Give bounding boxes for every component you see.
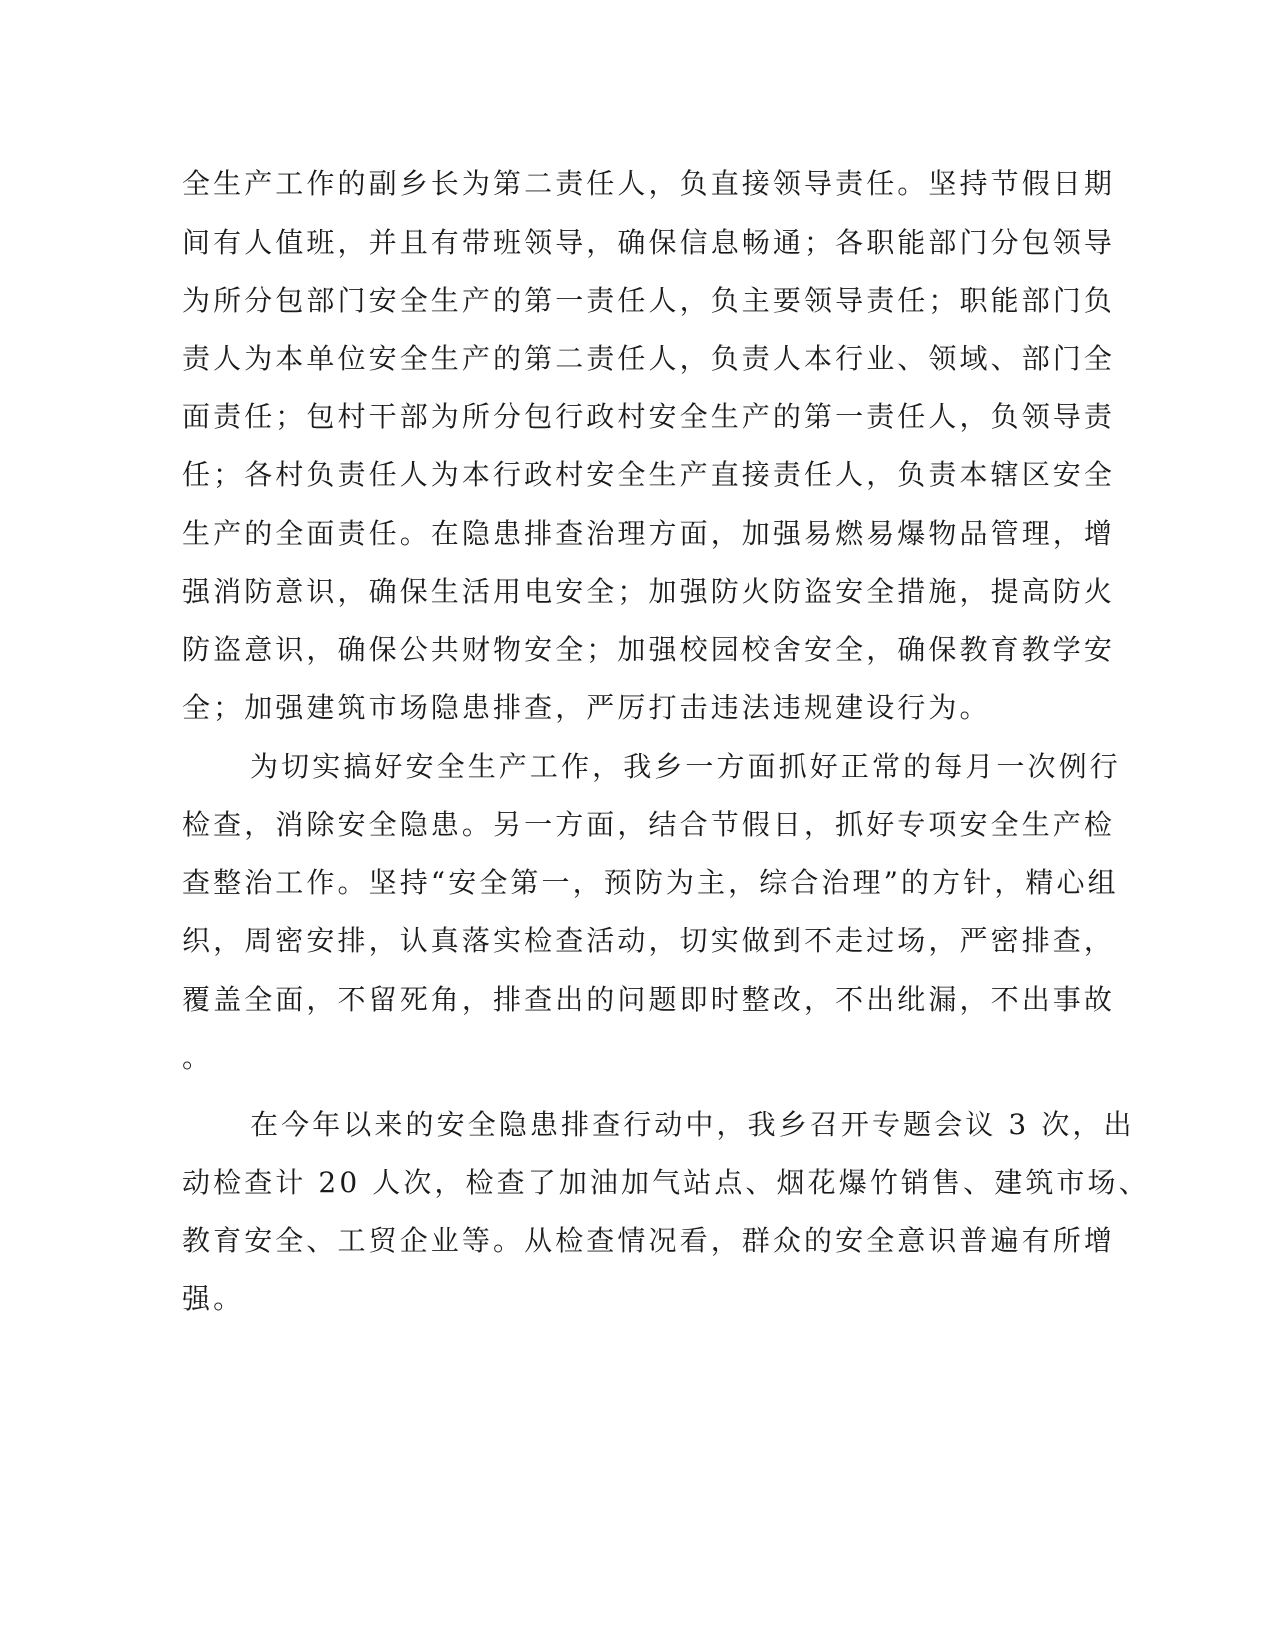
text-line: 为所分包部门安全生产的第一责任人，负主要领导责任；职能部门负 (182, 284, 1116, 317)
text-line: 为切实搞好安全生产工作，我乡一方面抓好正常的每月一次例行 (250, 750, 1121, 783)
text-line: 检查，消除安全隐患。另一方面，结合节假日，抓好专项安全生产检 (182, 808, 1116, 841)
text-line: 防盗意识，确保公共财物安全；加强校园校舍安全，确保教育教学安 (182, 633, 1116, 666)
text-line: 在今年以来的安全隐患排查行动中，我乡召开专题会议 3 次，出 (250, 1108, 1135, 1141)
text-line: 动检查计 20 人次，检查了加油加气站点、烟花爆竹销售、建筑市场、 (182, 1166, 1150, 1199)
text-line: 责人为本单位安全生产的第二责任人，负责人本行业、领域、部门全 (182, 342, 1116, 375)
text-line: 任；各村负责任人为本行政村安全生产直接责任人，负责本辖区安全 (182, 458, 1116, 491)
text-line: 面责任；包村干部为所分包行政村安全生产的第一责任人，负领导责 (182, 400, 1116, 433)
text-line: 全生产工作的副乡长为第二责任人，负直接领导责任。坚持节假日期 (182, 167, 1116, 200)
text-line: 生产的全面责任。在隐患排查治理方面，加强易燃易爆物品管理，增 (182, 517, 1116, 550)
text-line: 覆盖全面，不留死角，排查出的问题即时整改，不出纰漏，不出事故 (182, 983, 1116, 1016)
text-line: 织，周密安排，认真落实检查活动，切实做到不走过场，严密排查， (182, 924, 1116, 957)
text-line: 查整治工作。坚持“安全第一，预防为主，综合治理”的方针，精心组 (182, 866, 1119, 899)
text-line: 间有人值班，并且有带班领导，确保信息畅通；各职能部门分包领导 (182, 226, 1116, 259)
text-line: 。 (182, 1041, 214, 1074)
text-line: 全；加强建筑市场隐患排查，严厉打击违法违规建设行为。 (182, 691, 991, 724)
text-line: 教育安全、工贸企业等。从检查情况看，群众的安全意识普遍有所增 (182, 1224, 1116, 1257)
text-line: 强。 (182, 1282, 245, 1315)
text-line: 强消防意识，确保生活用电安全；加强防火防盗安全措施，提高防火 (182, 575, 1116, 608)
